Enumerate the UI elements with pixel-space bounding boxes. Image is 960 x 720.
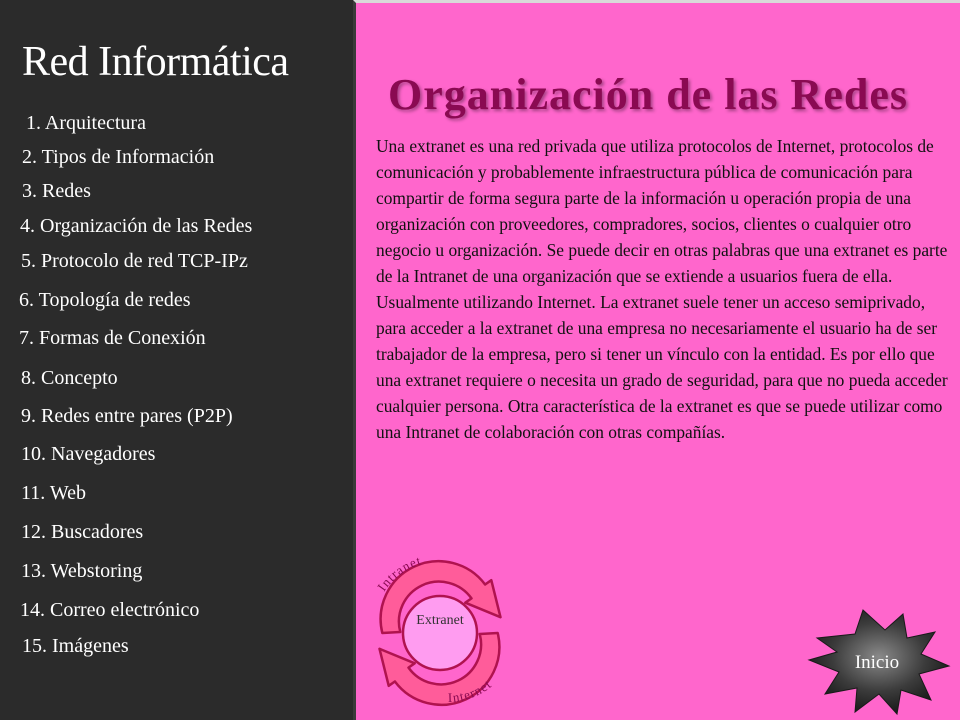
- sidebar-item-imagenes[interactable]: 15. Imágenes: [22, 635, 129, 657]
- extranet-center-circle: [403, 596, 477, 670]
- sidebar-item-formas-de-conexion[interactable]: 7. Formas de Conexión: [19, 327, 206, 349]
- sidebar-title: Red Informática: [22, 39, 289, 85]
- extranet-cycle-diagram: [366, 540, 526, 720]
- home-button[interactable]: [803, 608, 953, 716]
- diagram-internet-label: Internet: [447, 676, 495, 706]
- home-button-label: Inicio: [854, 652, 900, 673]
- sidebar-item-arquitectura[interactable]: 1. Arquitectura: [26, 112, 146, 134]
- sidebar-item-concepto[interactable]: 8. Concepto: [21, 367, 118, 389]
- sidebar-item-navegadores[interactable]: 10. Navegadores: [21, 443, 156, 465]
- sidebar: [0, 0, 353, 720]
- sidebar-item-correo-electronico[interactable]: 14. Correo electrónico: [20, 599, 200, 621]
- sidebar-item-buscadores[interactable]: 12. Buscadores: [21, 521, 144, 543]
- page-title: Organización de las Redes: [388, 70, 908, 119]
- sidebar-item-web[interactable]: 11. Web: [21, 482, 87, 504]
- sidebar-item-redes[interactable]: 3. Redes: [22, 180, 91, 202]
- sidebar-item-tipos-de-informacion[interactable]: 2. Tipos de Información: [22, 146, 215, 168]
- sidebar-item-webstoring[interactable]: 13. Webstoring: [21, 560, 143, 582]
- body-paragraph: Una extranet es una red privada que utiliza protocolos de Internet, protocolos de comunicación y probablemente infraestructura pública de comunicación para compartir de forma segura parte de la información u operación propia de una organización con proveedores, compradores, socios, clientes o cualquier otro negocio u organización. Se puede decir en otras palabras que una extranet es parte de la Intranet de una organización que se extiende a usuarios fuera de ella. Usualmente utilizando Internet. La extranet suele tener un acceso semiprivado, para acceder a la extranet de una empresa no necesariamente el usuario ha de ser trabajador de la empresa, pero si tener un vínculo con la entidad. Es por ello que una extranet requiere o necesita un grado de seguridad, para que no pueda acceder cualquier persona. Otra característica de la extranet es que se puede utilizar como una Intranet de colaboración con otras compañías.: [376, 136, 948, 442]
- diagram-center-label: Extranet: [416, 613, 464, 628]
- sidebar-item-protocolo-tcp-ip[interactable]: 5. Protocolo de red TCP-IPz: [21, 250, 248, 272]
- sidebar-item-organizacion-de-las-redes[interactable]: 4. Organización de las Redes: [20, 215, 253, 237]
- sidebar-item-redes-p2p[interactable]: 9. Redes entre pares (P2P): [21, 405, 233, 427]
- diagram-intranet-label: Intranet: [374, 552, 424, 594]
- sidebar-item-topologia-de-redes[interactable]: 6. Topología de redes: [19, 289, 191, 311]
